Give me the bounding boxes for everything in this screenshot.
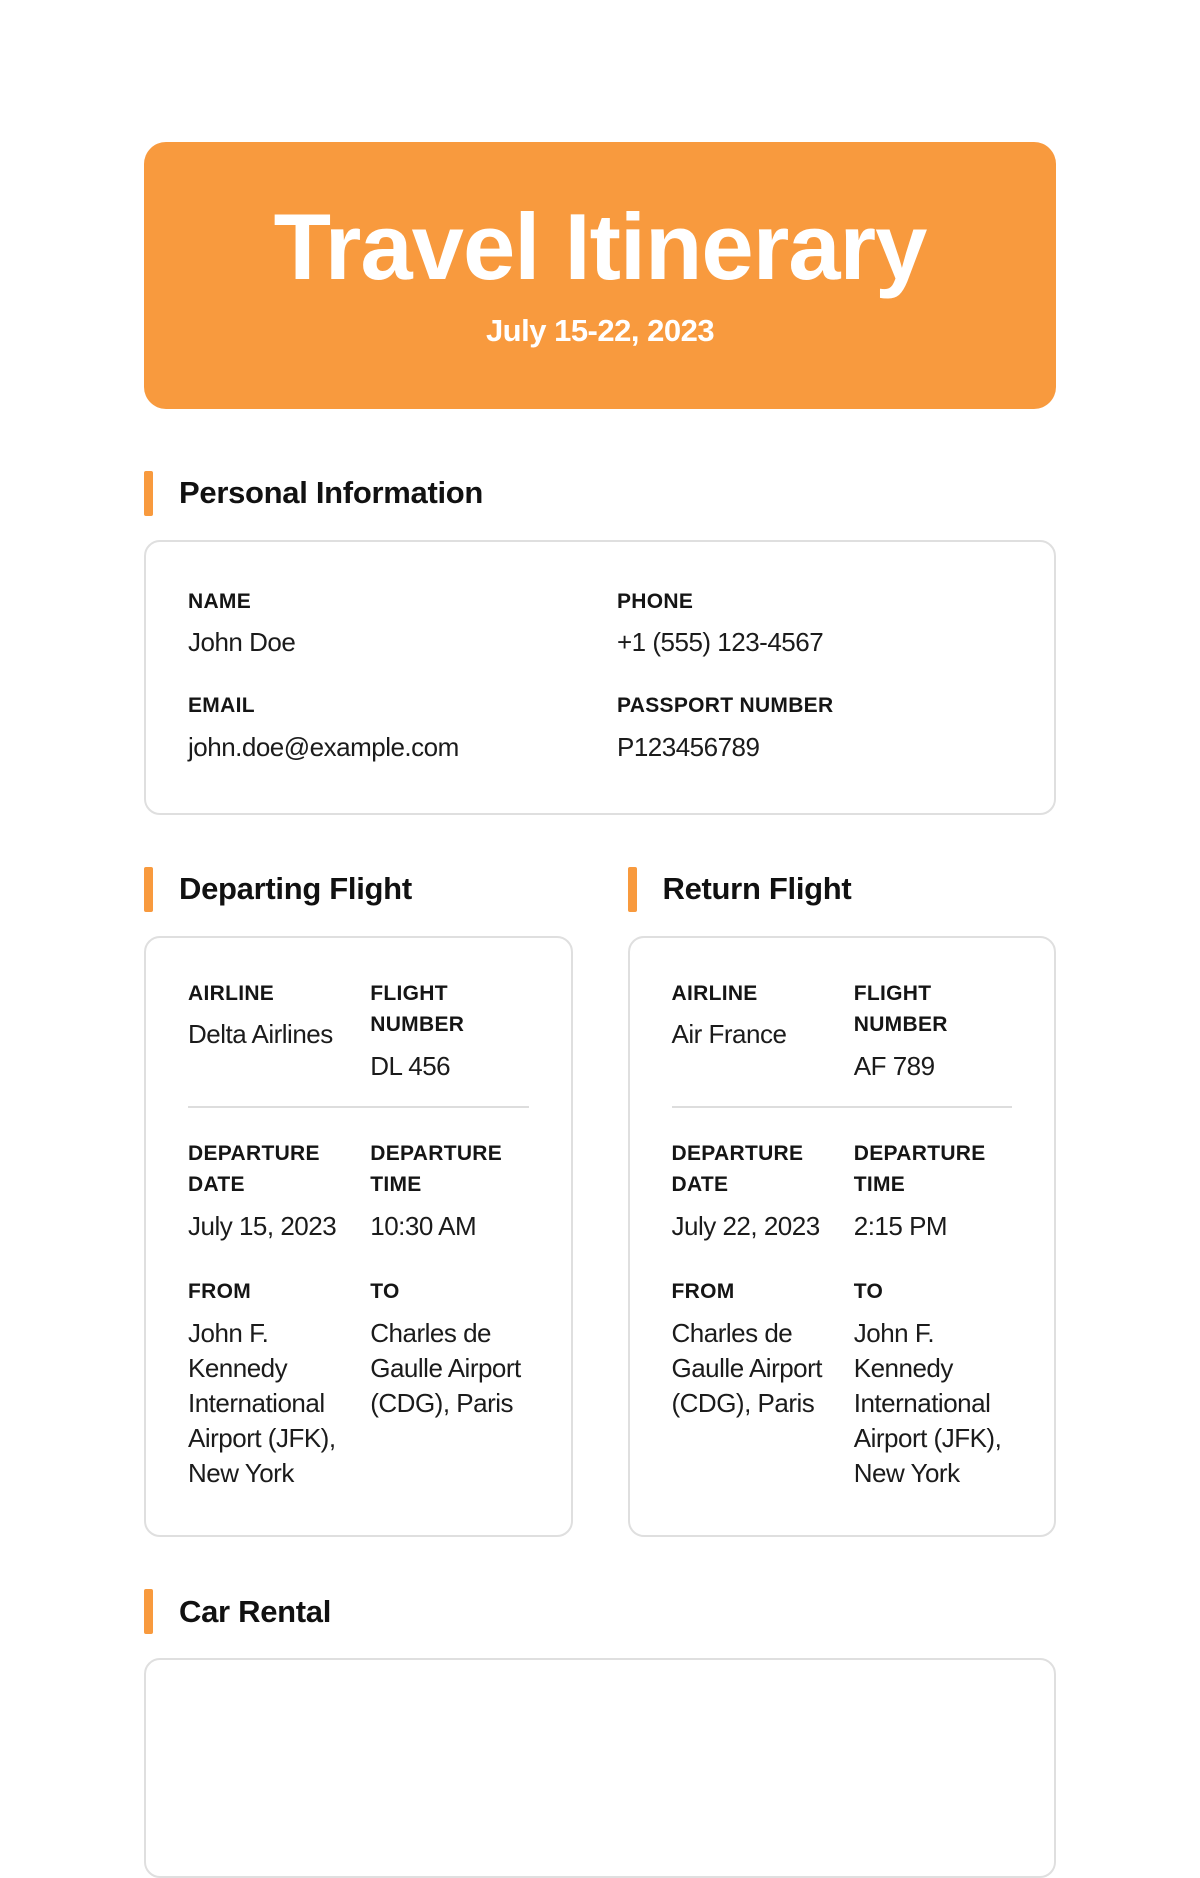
section-title: Car Rental (179, 1593, 332, 1629)
field-label: PASSPORT NUMBER (617, 694, 834, 718)
field-value: John Doe (188, 627, 296, 658)
field-label: TO (853, 1280, 884, 1304)
field-label: NAME (188, 589, 252, 613)
field-value: 2:15 PM (853, 1210, 948, 1241)
route-row (188, 1276, 529, 1491)
section-title: Personal Information (179, 475, 484, 511)
field-label: PHONE (617, 589, 694, 613)
departing-flight-column (144, 815, 573, 1537)
field-airline (672, 978, 830, 1084)
departure-row (672, 1138, 1013, 1244)
section-accent-bar (144, 1589, 153, 1634)
field-from (188, 1276, 346, 1491)
field-departure-time (370, 1138, 528, 1244)
field-value: Charles de Gaulle Airport (CDG), Paris (370, 1317, 521, 1418)
personal-information-card (144, 540, 1056, 815)
field-flight-number (370, 978, 528, 1084)
field-label: EMAIL (188, 694, 255, 718)
itinerary-document (144, 0, 1056, 1878)
field-value: July 22, 2023 (671, 1210, 820, 1241)
field-value: AF 789 (853, 1050, 935, 1081)
return-flight-heading (628, 867, 1057, 912)
field-passport-number (617, 690, 1008, 765)
field-label: DEPARTURE DATE (188, 1141, 320, 1197)
field-departure-time (854, 1138, 1012, 1244)
field-to (370, 1276, 528, 1491)
car-rental-card (144, 1658, 1056, 1878)
route-row (672, 1276, 1013, 1491)
section-accent-bar (144, 867, 153, 912)
return-flight-column (628, 815, 1057, 1537)
field-value: John F. Kennedy International Airport (JFK), New York (188, 1317, 336, 1488)
field-value: John F. Kennedy International Airport (JFK), New York (853, 1317, 1002, 1488)
section-title: Return Flight (662, 871, 852, 907)
document-header (144, 142, 1056, 409)
field-label: FLIGHT NUMBER (853, 981, 948, 1037)
field-value: Air France (671, 1019, 787, 1050)
field-label: FLIGHT NUMBER (370, 981, 465, 1037)
document-subtitle: July 15-22, 2023 (485, 312, 715, 348)
field-label: AIRLINE (188, 981, 275, 1005)
field-label: TO (370, 1280, 400, 1304)
personal-information-heading (144, 471, 1056, 516)
departing-flight-heading (144, 867, 573, 912)
field-value: Charles de Gaulle Airport (CDG), Paris (671, 1317, 823, 1418)
field-value: P123456789 (617, 731, 760, 762)
departure-row (188, 1138, 529, 1244)
field-email (188, 690, 579, 765)
field-value: DL 456 (370, 1050, 451, 1081)
field-value: +1 (555) 123-4567 (617, 627, 824, 658)
field-departure-date (672, 1138, 830, 1244)
flights-section (144, 815, 1056, 1537)
field-name (188, 586, 579, 661)
airline-row (188, 978, 529, 1084)
field-departure-date (188, 1138, 346, 1244)
field-label: FROM (188, 1280, 252, 1304)
departing-flight-card (144, 936, 573, 1537)
section-accent-bar (628, 867, 637, 912)
field-value: July 15, 2023 (188, 1210, 337, 1241)
field-from (672, 1276, 830, 1491)
car-rental-heading (144, 1589, 1056, 1634)
field-label: DEPARTURE DATE (671, 1141, 804, 1197)
return-flight-card (628, 936, 1057, 1537)
field-value: john.doe@example.com (188, 731, 459, 762)
card-divider (672, 1106, 1013, 1108)
field-label: FROM (671, 1280, 735, 1304)
field-label: DEPARTURE TIME (370, 1141, 503, 1197)
document-title: Travel Itinerary (273, 194, 927, 299)
field-label: AIRLINE (671, 981, 758, 1005)
section-accent-bar (144, 471, 153, 516)
field-to (854, 1276, 1012, 1491)
section-title: Departing Flight (179, 871, 412, 907)
field-airline (188, 978, 346, 1084)
field-phone (617, 586, 1008, 661)
field-value: 10:30 AM (370, 1210, 477, 1241)
card-divider (188, 1106, 529, 1108)
field-flight-number (854, 978, 1012, 1084)
field-label: DEPARTURE TIME (853, 1141, 986, 1197)
airline-row (672, 978, 1013, 1084)
field-value: Delta Airlines (188, 1019, 333, 1050)
